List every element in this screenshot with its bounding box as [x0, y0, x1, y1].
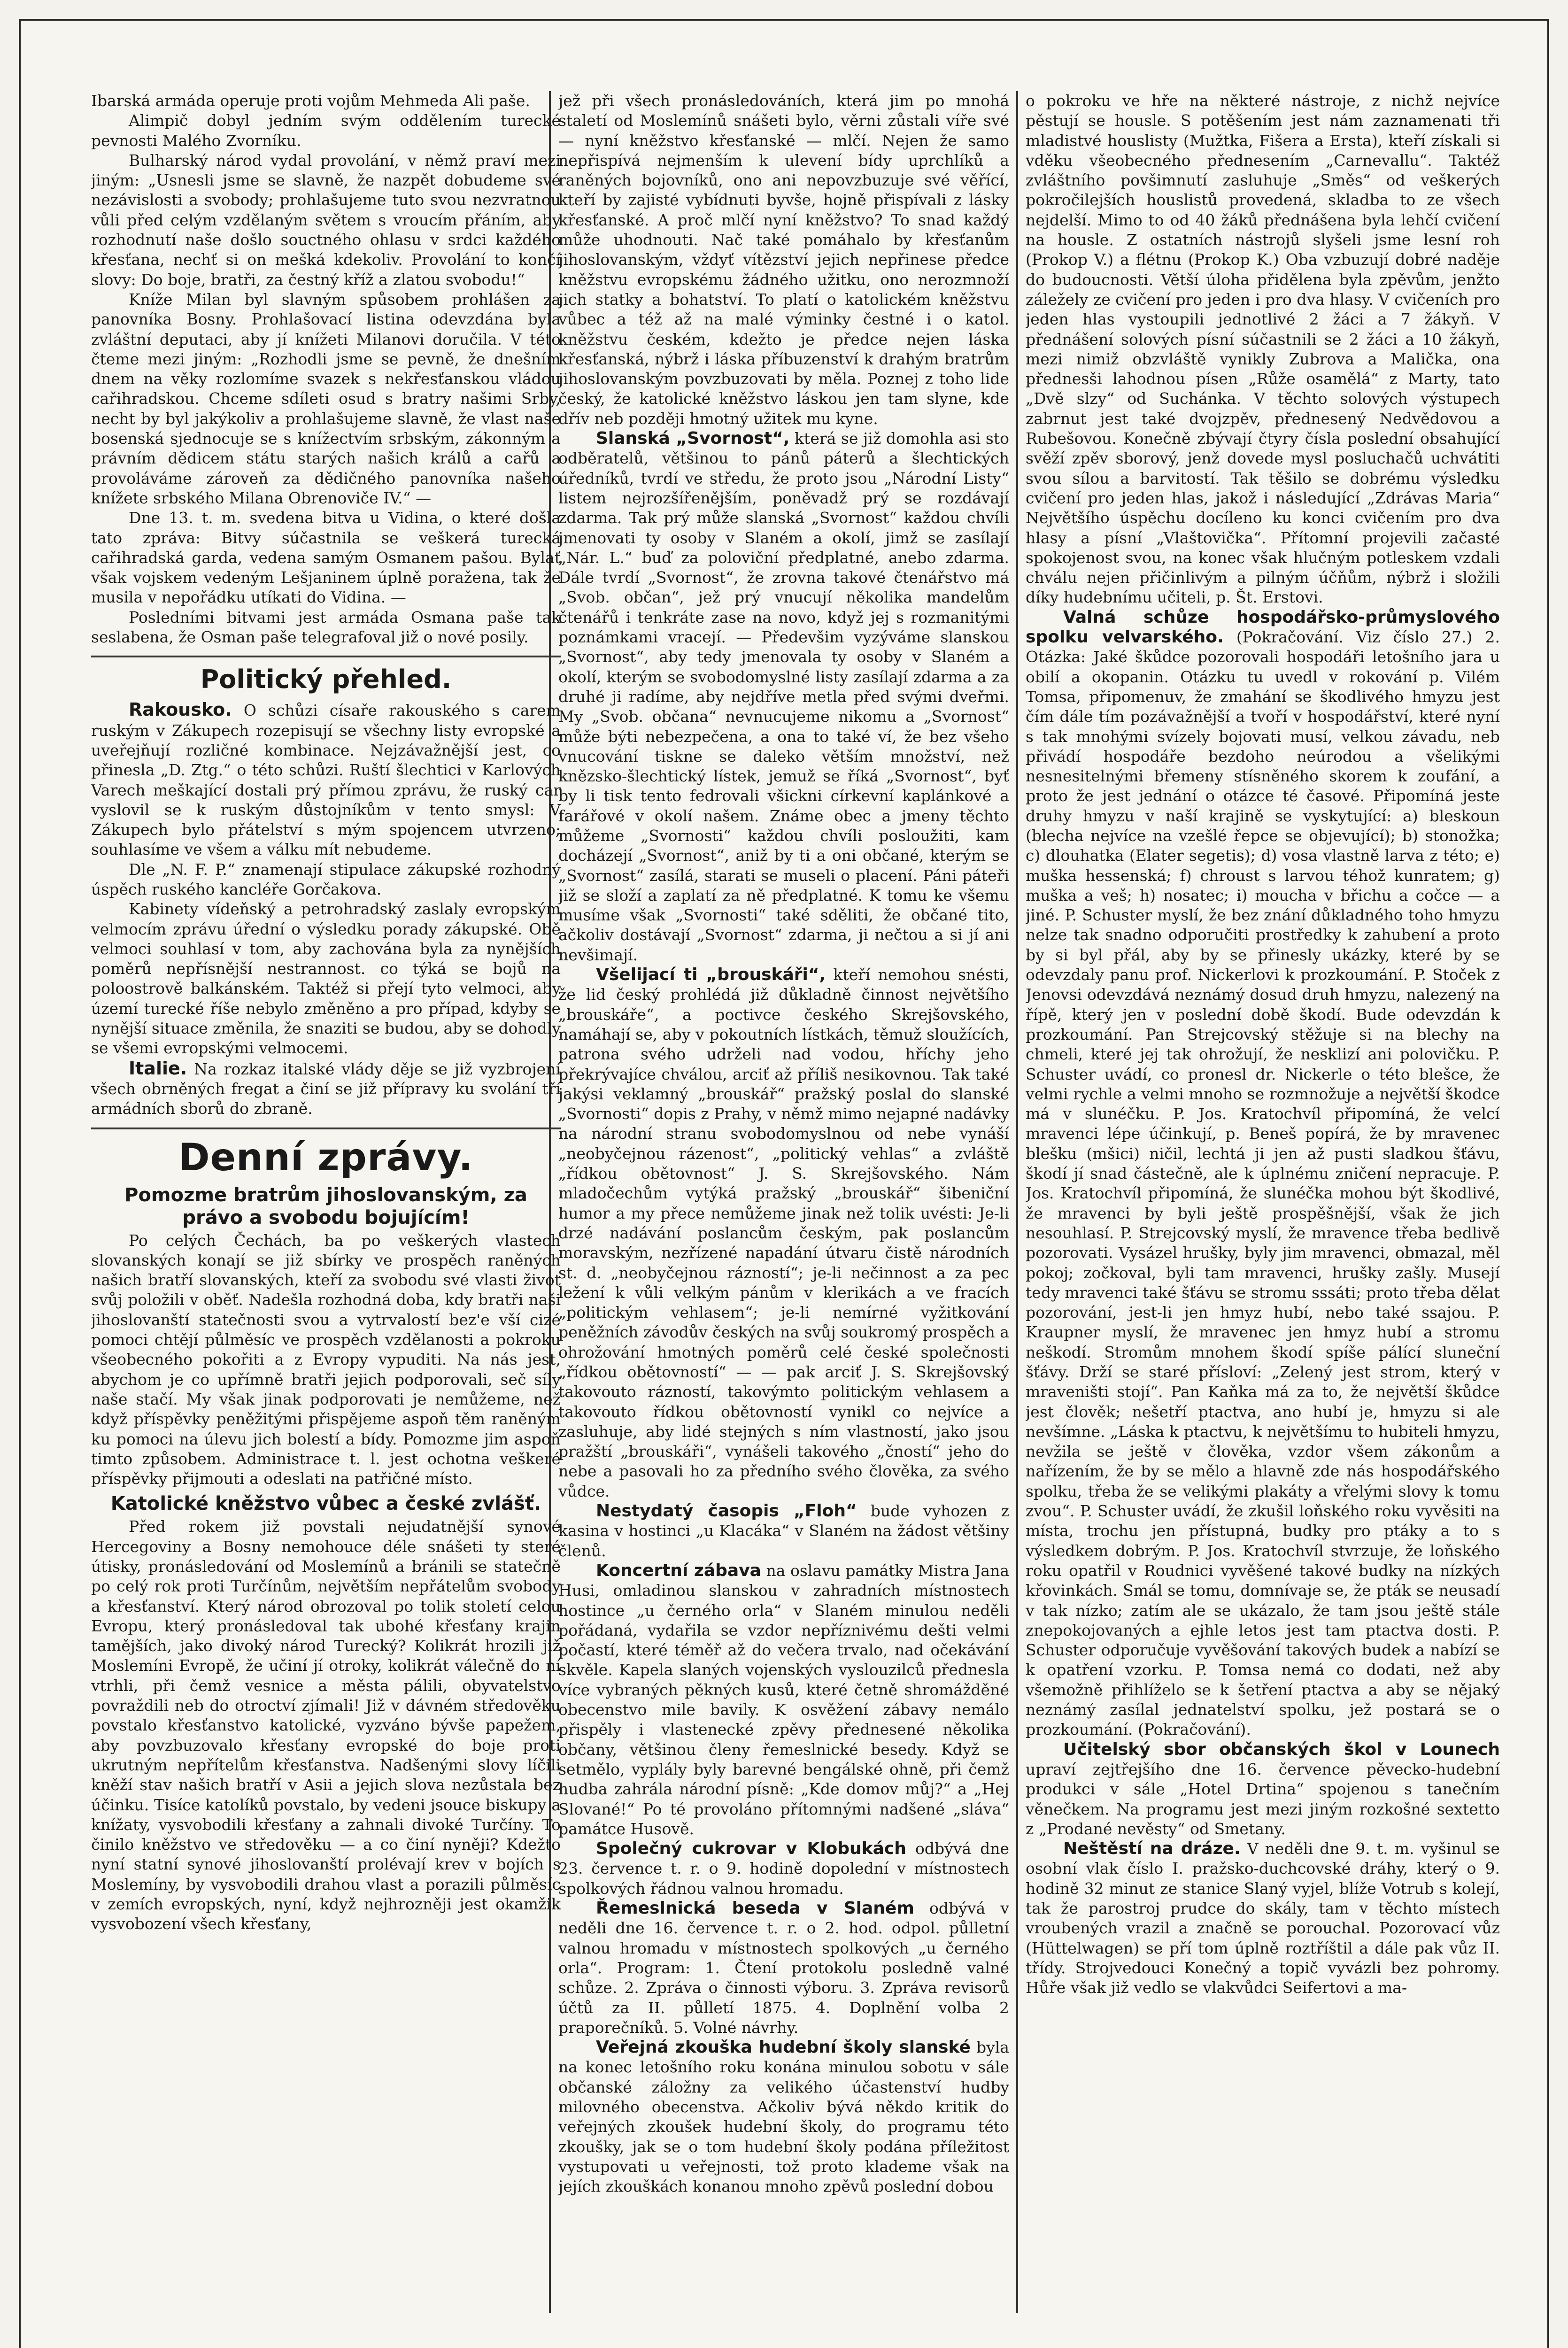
paragraph-text: bude vyhozen z kasina v hostinci „u Klacáka“ v Slaném na žádost většiny členů.	[558, 1502, 1009, 1560]
news-paragraph: Dne 13. t. m. svedena bitva u Vidina, o které došla tato zpráva: Bitvy súčastnila se veškerá turecká cařihradská garda, vedena samým Osmanem pašou. Bylať však vojskem vedeným Lešjaninem úplně poražena, tak že musila v nepořádku utíkati do Vidina. —	[91, 509, 561, 607]
paragraph-text: V neděli dne 9. t. m. vyšinul se osobní vlak číslo I. pražsko-duchcovské dráhy, který o 9. hodině 32 minut ze stanice Slaný vyjel, blíže Votrub s kolejí, tak že parostroj prudce do skály, tam v těchto místech vroubených vrazil a značně se porouchal. Pozorovací vůz (Hüttelwagen) se pří tom úplně roztříštil a dále pak vůz II. třídy. Strojvedouci Konečný a topič vyvázli bez pohromy. Hůře však již vedlo se vlakvůdci Seifertovi a ma-	[1026, 1839, 1500, 1997]
article-headline: Řemeslnická beseda v Slaném	[596, 1899, 914, 1918]
country-heading: Italie.	[129, 1058, 187, 1079]
paragraph-text: byla na konec letošního roku konána minulou sobotu v sále občanské záložny za velikého účastenství hudby milovného obecenstva. Ačkoliv bývá někdo kritik do veřejných zkoušek hudební školy, do programu této zkoušky, jak se o tom hudební školy podána příležitost vystupovati u veřejnosti, tož proto klademe však na jejích zkouškách konanou mnoho zpěvů poslední dobou	[558, 2038, 1009, 2196]
news-paragraph: Dle „N. F. P.“ znamenají stipulace zákupské rozhodný úspěch ruského kancléře Gorčakova.	[91, 860, 561, 898]
article-headline: Učitelský sbor občanských škol v Lounech	[1063, 1739, 1500, 1759]
article-headline: Nestydatý časopis „Floh“	[596, 1501, 857, 1521]
news-paragraph	[558, 429, 1009, 965]
column-rule	[1016, 91, 1018, 2313]
column-middle	[558, 91, 1009, 2313]
paragraph-text: odbývá dne 23. července t. r. o 9. hodině dopolední v místnostech spolkových řádnou valnou hromadu.	[558, 1839, 1009, 1898]
paragraph-text: kteří nemohou snésti, že lid český prohlédá již důkladně činnost největšího „brouskáře“, a poctivce českého Skrejšovského, namáhají se, aby v pokoutních lístkách, těmuž sloužících, patrona svého udrželi nad vodou, hříchy jeho překrývajíce chválou, arciť až příliš nesikovnou. Tak také jakýsi veklamný „brouskář“ pražský poslal do slanské „Svornosti“ dopis z Prahy, v němž mimo nejapné nadávky na národní stranu svobodomyslnou od nebe vynáší „neobyčejnou rázenost“, „politický vehlas“ a zvláště „řídkou obětovnost“ J. S. Skrejšovského. Nám mladočechům vytýká pražský „brouskář“ šibeniční humor a my přece nemůžeme jinak než tolik uvésti: Je-li drzé nadávání poslancům českým, pak poslancům moravským, nezřízené napadání útvaru čistě národních st. d. „neobyčejnou rázností“; je-li nečinnost a za pec ležení k vůli velkým pánům v klerikách a ve fracích „politickým vehlasem“; je-li nemírné vyžitkování peněžních závodův českých na svůj soukromý prospěch a ohrožování hmotných poměrů celé české společnosti „řídkou obětovností“ — — pak arciť J. S. Skrejšovský takovouto rázností, takovýmto politickým vehlasem a takovouto řídkou obětovností vynikl co nejvíce a zasluhuje, aby lidé stejných s ním vlastností, jako jsou pražští „brouskáři“, vynášeli takového „čností“ jeho do nebe a pasovali ho za předního svého člověka, za svého vůdce.	[558, 965, 1009, 1500]
news-paragraph: o pokroku ve hře na některé nástroje, z nichž nejvíce pěstují se housle. S potěšením jest nám zaznamenati tři mladistvé houslisty (Mužtka, Fišera a Ersta), kteří získali si vděku všeobecného přednesením „Carnevallu“. Taktéž zvláštního povšimnutí zasluhuje „Směs“ od veškerých pokročilejších houslistů provedená, skladba to ze všech nejdelší. Mimo to od 40 žáků přednášena byla lehčí cvičení na housle. Z ostatních nástrojů slyšeli jsme lesní roh (Prokop V.) a flétnu (Prokop K.) Oba vzbuzují dobré naděje do budoucnosti. Větší úloha přidělena byla zpěvům, jenžto záležely ze cvičení pro jeden i pro dva hlasy. V cvičeních pro jeden hlas vystoupili jednotlivé 2 žáci a 7 žákyň. V přednášení solových písní súčastnili se 2 žáci a 10 žákyň, mezi nimiž obzvláště vynikly Zubrova a Malička, ona přednesši lahodnou písen „Růže osamělá“ z Marty, tato „Dvě slzy“ od Suchánka. V těchto solových výstupech zabrnut jest také dvojzpěv, přednesený Nedvědovou a Rubešovou. Konečně zbývají čtyry čísla poslední obsahující svěží zpěv sborový, jenž dovede mysl posluchačů uchvátiti svou sílou a barvitostí. Tak těšilo se dobrému výsledku cvičení pro jeden hlas, jakož i následující „Zdrávas Maria“ Největšího úspěchu docíleno ku konci cvičením pro dva hlasy a písní „Vlaštovička“. Přítomní projevili začasté spokojenost svou, na konec však hlučným potleskem vzdali chválu nejen přičinlivým a pilným účňům, nýbrž i složili díky hudebnímu učiteli, p. Št. Erstovi.	[1026, 92, 1500, 607]
news-paragraph	[91, 1058, 561, 1119]
news-paragraph	[91, 700, 561, 859]
article-headline: Všelijací ti „brouskáři“,	[596, 965, 826, 985]
article-headline: Veřejná zkouška hudební školy slanské	[596, 2038, 971, 2057]
news-paragraph: Posledními bitvami jest armáda Osmana paše tak seslabena, že Osman paše telegrafoval již o nové posily.	[91, 608, 561, 647]
paragraph-text: Na rozkaz italské vlády děje se již vyzbrojení všech obrněných fregat a činí se již přípravy ku svolání tří armádních sborů do zbraně.	[91, 1059, 561, 1118]
article-headline: Valná schůze hospodářsko-průmyslového spolku velvarského.	[1026, 607, 1500, 647]
paragraph-text: upraví zejtřejšího dne 16. července pěvecko-hudební produkci v sále „Hotel Drtina“ spojenou s tanečním věnečkem. Na programu jest mezi jiným rozkošné sextetto z „Prodané nevěsty“ od Smetany.	[1026, 1760, 1500, 1838]
news-paragraph	[1026, 608, 1500, 1740]
country-heading: Rakousko.	[129, 699, 232, 720]
news-paragraph: Po celých Čechách, ba po veškerých vlastech slovanských konají se již sbírky ve prospěch raněných našich bratří slovanských, kteří za svobodu své vlasti život svůj položili v oběť. Nadešla rozhodná doba, kdy bratři naši jihoslovanští statečnosti svou a vytrvalostí bez'e vší cizé pomoci chtějí půlměsíc ve prospěch vzdělanosti a pokroku všeobecného pokořiti a z Evropy vypuditi. Na nás jest, abychom je co upřímně bratři jejich podporovali, seč síly naše stačí. My však jinak podporovati je nemůžeme, než když příspěvky peněžitými přispějeme aspoň těm raněným ku pomoci na úlevu jich bolestí a bídy. Pomozme jim aspoň timto způsobem. Administrace t. l. jest ochotna veškeré příspěvky přijmouti a odeslati na patřičné místo.	[91, 1231, 561, 1488]
news-paragraph: Kabinety vídeňský a petrohradský zaslaly evropským velmocím zprávu úřední o výsledku porady zákupské. Obě velmoci souhlasí v tom, aby zachována byla za nynějších poměrů nepřísnější nestrannost. co týká se bojů na poloostrově balkánském. Taktéž si přejí tyto velmoci, aby území turecké říše nebylo změněno a pro případ, kdyby se nynější situace změnila, že snaziti se budou, aby se dohodly se všemi evropskými velmocemi.	[91, 900, 561, 1058]
news-paragraph	[558, 1561, 1009, 1839]
paragraph-text: na oslavu památky Mistra Jana Husi, omladinou slanskou v zahradních místnostech hostince „u černého orla“ v Slaném minulou neděli pořádaná, vydařila se vzdor nepříznivému dešti velmi počastí, které téměř až do večera trvalo, nad očekávání skvěle. Kapela slaných vojenských vyslouzilců přednesla více vybraných pěkných kusů, které četně shromážděné obecenstvo mile bavily. K osvěžení zábavy nemálo přispěly i vlastenecké zpěvy přednesené několika občany, většinou členy řemeslnické besedy. Když se setmělo, vyplály byly barevné bengálské ohně, při čemž hudba zahrála národní písně: „Kde domov můj?“ a „Hej Slované!“ Po té provoláno přítomnými nadšené „sláva“ památce Husově.	[558, 1561, 1009, 1838]
article-headline: Katolické kněžstvo vůbec a české zvlášť.	[110, 1493, 541, 1515]
newspaper-page	[19, 19, 1549, 2348]
news-paragraph: Bulharský národ vydal provolání, v němž praví mezi jiným: „Usnesli jsme se slavně, že nazpět dobudeme své nezávislosti a svobody; prohlašujeme tuto svou nezvratnou vůli před celým vzdělaným světem s vroucím přáním, aby rozhodnutí naše došlo souctného ohlasu v srdci každého křesťana, nechť si on mešká kdekoliv. Provolání to končí slovy: Do boje, bratři, za čestný kříž a zlatou svobodu!“	[91, 151, 561, 289]
article-headline: Neštěstí na dráze.	[1063, 1839, 1241, 1859]
paragraph-text: O schůzi císaře rakouského s carem ruským v Zákupech rozepisují se všechny listy evropské a uveřejňují rozličné kombinace. Nejzávažnější jest, co přinesla „D. Ztg.“ o této schůzi. Ruští šlechtici v Karlových Varech meškající dostali prý přímou zprávu, že ruský car vyslovil se k ruským důstojníkům v tento smysl: V Zákupech bylo přátelství s mým spojencem utvrzeno; souhlasíme ve všem a válku mít nebudeme.	[91, 701, 561, 859]
news-paragraph	[1026, 1839, 1500, 1998]
news-paragraph: Před rokem již povstali nejudatnější synové Hercegoviny a Bosny nemohouce déle snášeti ty steré útisky, pronásledování od Moslemínů a bránili se statečně po celý rok proti Turčínům, největším nepřátelům svobody a křesťanství. Který národ obrozoval po tolik století celou Evropu, který pronásledoval tak ubohé křesťany krajin tamějších, jako divoký národ Turecký? Kolikrát hrozili již Moslemíni Evropě, že učiní jí otroky, kolikrát válečně do ní vtrhli, při čemž vesnice a města pálili, obyvatelstvo povraždili neb do otroctví zjímali! Již v dávném středověku povstalo křesťanstvo katolické, vyzváno bývše papežem, aby povzbuzovalo křesťany evropské do boje proti ukrutným nepřítelům křesťanstva. Nadšenými slovy líčili kněží stav našich bratří v Asii a jejich slova nezůstala bez účinku. Tisíce katolíků povstalo, by vedeni jsouce biskupy a knížaty, vysvobodili křesťany a zahnali divoké Turčíny. To činilo kněžstvo ve středověku — a co činí nyněji? Kdežto nyní statní synové jihoslovanští prolévají krev v bojích s Moslemíny, by vysvobodili drahou vlast a porazili půlměsíc v zemích evropských, nyní, když nejhrozněji jest okamžik vysvobození všech křesťany,	[91, 1517, 561, 1933]
news-paragraph	[558, 1501, 1009, 1561]
paragraph-text: (Pokračování. Viz číslo 27.) 2. Otázka: Jaké škůdce pozorovali hospodáři letošního jara u obilí a okopanin. Otázku tu uvedl v rokování p. Vilém Tomsa, připomenuv, že zmahání se škodlivého hmyzu jest čím dále tím pozávažnější a tvoří v hospodářství, které nyní s tak mnohými svízely bojovati musí, velkou závadu, neb přivádí hospodáře bezdoho neúrodou a všelikými nesnesitelnými břemeny stísněného skorem k zoufání, a proto že jest jednání o otázce té časové. Připomíná jeste druhy hmyzu v naší krajině se vyskytující: a) bleskoun (blecha nejvíce na vzešlé řepce se objevující); b) stonožka; c) dlouhatka (Elater segetis); d) vosa vlastně larva z této; e) muška hessenská; f) chroust s larvou téhož kunratem; g) muška a veš; h) nosatec; i) moucha v břichu a cočce — a jiné. P. Schuster myslí, že bez znání důkladného toho hmyzu nelze tak snadno odporučiti prostředky k zahubení a proto by si byl přál, aby by se přinesly ukázky, které by se odevzdaly panu prof. Nickerlovi k prozkoumání. P. Stoček z Jenovsi odevzdává neznámý dosud druh hmyzu, nalezený na řípě, který jen v poslední době škodí. Bude odevzdán k prozkoumání. Pan Strejcovský stěžuje si na blechy na chmeli, které jej tak ohrožují, že nesklizí ani polovičku. P. Schuster uvádí, co pronesl dr. Nickerle o této blešce, že velmi rychle a velmi mnoho se rozmnožuje a největší škodce má v slunéčku. P. Jos. Kratochvíl připomíná, že velcí mravenci lépe účinkují, p. Beneš popírá, že by mravenec blešku (mšici) ničil, lechtá ji jen až pusti sladkou šťávu, škodí jí snad částečně, ale k úplnému zničení nepracuje. P. Jos. Kratochvíl připomíná, že slunéčka mohou být škodlivé, že mravenci by byli ještě prospěšnější, však že jich nesouhlasí. P. Strejcovský myslí, že mravence třeba bedlivě pozorovati. Vysázel hrušky, byly jim mravenci, obmazal, měl pokoj; zočkoval, byli tam mravenci, hrušky zašly. Musejí tedy mravenci také šťávu se stromu sssáti; proto třeba dělat pozorování, jest-li jen hmyz hubí, nebo také ssajou. P. Kraupner myslí, že mravenec jen hmyz hubí a stromu neškodí. Stromům mnohem škodí spíše pálící sluneční šťávy. Drží se staré přísloví: „Zelený jest strom, který v mraveništi stojí“. Pan Kaňka má za to, že největší škůdce jest člověk; nešetří ptactva, ano hubí je, hmyzu si ale nevšímne. „Láska k ptactvu, k největšímu to hubiteli hmyzu, nevžila se ještě v člověka, vzdor všem zákonům a nařízením, že by se mělo a hlavně zde nás hospodářského spolku, třeba že se velikými plakáty a vřelými slovy k tomu zvou“. P. Schuster uvádí, že zkušil loňského roku vyvěsiti na místa, trochu jen přístupná, budky pro ptáky a to s výsledkem dobrým. P. Jos. Kratochvíl stvrzuje, že loňského roku opatřil v Roudnici vyvěšené takové budky na nízkých křovinkách. Smál se tomu, domnívaje se, že pták se neusadí v tak nízko; zatím ale se ukázalo, že tam jsou ještě stále znepokojovaných a ejhle letos jest tam ptactva dosti. P. Schuster odporučuje vyvěšování takových budek a nabízí se k opatření vzorku. P. Tomsa nemá co dodati, než aby všemožně přihlíželo se k šetření ptactva a aby se nějaký neznámý zasílal jednatelství spolku, jež postará se o prozkoumání. (Pokračování).	[1026, 628, 1500, 1739]
news-paragraph: Kníže Milan byl slavným spůsobem prohlášen za panovníka Bosny. Prohlašovací listina odevzdána byla zvláštní deputaci, aby jí knížeti Milanovi doručila. V této čteme mezi jiným: „Rozhodli jsme se pevně, že dnešním dnem na věky rozlomíme svazek s nekřesťanskou vládou cařihradskou. Chceme sdíleti osud s bratry našimi Srby, necht by byl jakýkoliv a prohlašujeme slavně, že vlast naše bosenská sjednocuje se s knížectvím srbským, zákonným a právním dědicem státu starých našich králů a cařů a provoláváme zároveň za dědičného panovníka našeho knížete srbského Milana Obrenoviče IV.“ —	[91, 290, 561, 507]
section-divider	[91, 656, 561, 657]
section-divider	[91, 1128, 561, 1129]
news-paragraph: jež při všech pronásledováních, která jim po mnohá staletí od Moslemínů snášeti bylo, věrni zůstali víře své — nyní kněžstvo křesťanské — mlčí. Nejen že samo nepřispívá nejmenším k ulevení bídy uprchlíků a raněných bojovníků, ono ani nepovzbuzuje své věřící, kteří by zajisté vybídnuti byvše, hojně přispívali z lásky křesťanské. A proč mlčí nyní kněžstvo? To snad každý může uhodnouti. Nač také pomáhalo by křesťanům jihoslovanským, vždyť vítězství jejich nepřinese předce kněžstvu evropskému žádného užitku, ono nerozmnoží jich statky a bohatství. To platí o katolickém kněžstvu vůbec a též až na malé výminky čestné i o katol. kněžstvu českém, kdežto je předce nejen láska křesťanská, nýbrž i láska příbuzenství k drahým bratrům jihoslovanským povzbuzovati by měla. Poznej z toho lide český, že katolické kněžstvo láskou jen tam slyne, kde dřív neb později hmotný užitek mu kyne.	[558, 92, 1009, 428]
news-paragraph	[558, 2038, 1009, 2196]
article-headline: Pomozme bratrům jihoslovanským, za právo a svobodu bojujícím!	[124, 1184, 527, 1228]
column-left	[91, 91, 561, 2313]
article-headline: Slanská „Svornost“,	[596, 429, 790, 448]
section-title-daily-news: Denní zprávy.	[178, 1135, 473, 1179]
column-right	[1026, 91, 1500, 2313]
article-headline: Koncertní zábava	[596, 1560, 761, 1580]
section-title-politics: Politický přehled.	[200, 664, 452, 695]
news-paragraph	[558, 1839, 1009, 1899]
paragraph-text: odbývá v neděli dne 16. července t. r. o 2. hod. odpol. půlletní valnou hromadu v místnostech spolkových „u černého orla“. Program: 1. Čtení protokolu posledně valné schůze. 2. Zpráva o činnosti výboru. 3. Zpráva revisorů účtů za II. půlletí 1875. 4. Doplnění volba 2 praporečníků. 5. Volné návrhy.	[558, 1899, 1009, 2037]
article-headline: Společný cukrovar v Klobukách	[596, 1839, 906, 1859]
news-paragraph	[558, 965, 1009, 1501]
news-paragraph: Ibarská armáda operuje proti vojům Mehmeda Ali paše.	[91, 92, 530, 110]
paragraph-text: která se již domohla asi sto odběratelů, většinou to pánů páterů a šlechtických úředníků, tvrdí ve středu, že proto jsou „Národní Listy“ listem nejrozšířenějším, poněvadž prý se rozdávají zdarma. Tak prý může slanská „Svornost“ každou chvíli jmenovati ty osoby v Slaném a okolí, jimž se zasílají „Nár. L.“ buď za poloviční předplatné, anebo zdarma. Dále tvrdí „Svornost“, že zrovna takové čtenářstvo má „Svob. občan“, jež prý vnucují několika mandelům čtenářů i tenkráte zase na novo, když jej s rozmanitými poznámkami vracejí. — Předevšim vyzýváme slanskou „Svornost“, aby tedy jmenovala ty osoby v Slaném a okolí, kterým se svobodomyslné listy zasílají zdarma a za druhé ji radíme, aby nejdříve metla před svými dveřmi. My „Svob. občana“ nevnucujeme nikomu a „Svornost“ může býti nebezpečena, a ona to také ví, že bez všeho vnucování tiskne se daleko větším množství, než knězsko-šlechtický lístek, jemuž se říká „Svornost“, byť by li tisk tento fedrovali všickni církevní kaplánkové a farářové v okolí našem. Známe obec a jmeny těchto můžeme „Svornosti“ každou chvíli posloužiti, kam docházejí „Svornost“, aniž by ti a oni občané, kterým se „Svornost“ zasílá, starati se museli o placení. Páni páteři již se složí a zaplatí za ně předplatné. K tomu ke všemu musíme však „Svornosti“ také sděliti, že občané tito, ačkoliv dostávají „Svornost“ zdarma, ji nečtou a si jí ani nevšimají.	[558, 429, 1009, 964]
news-paragraph: Alimpič dobyl jedním svým oddělením turecké pevnosti Malého Zvorníku.	[91, 111, 561, 150]
news-paragraph	[558, 1899, 1009, 2038]
news-paragraph	[1026, 1740, 1500, 1839]
